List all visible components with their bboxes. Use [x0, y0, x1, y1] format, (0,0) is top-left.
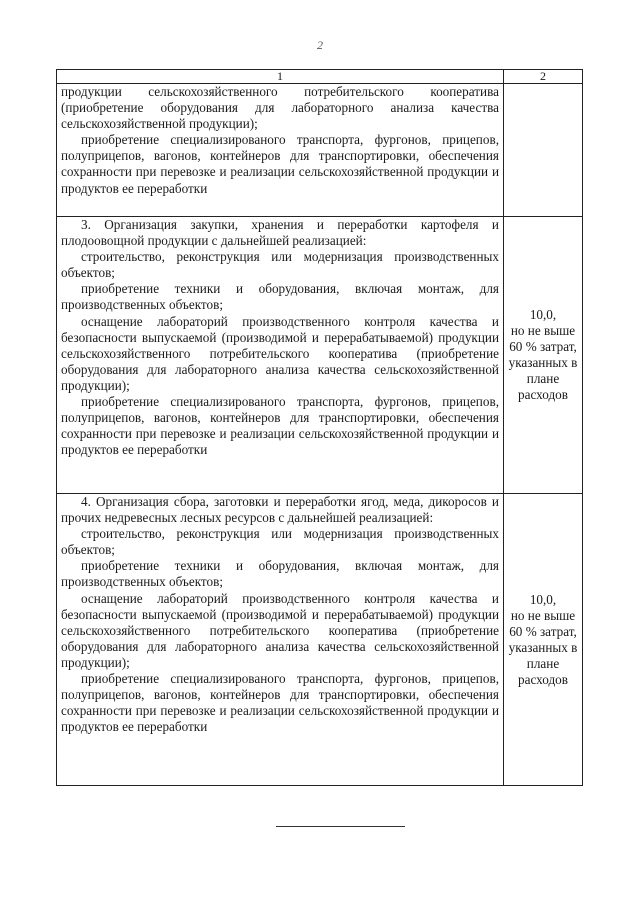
list-item: строительство, реконструкция или модернизация производственных объектов; [61, 526, 499, 558]
value-line: указанных в [508, 355, 578, 370]
value-line: плане расходов [518, 371, 568, 402]
list-item: приобретение специализированого транспорта, фургонов, прицепов, полуприцепов, вагонов, контейнеров для транспортировки, обеспечения сохранности при перевозке и реализации сельскохозяйственной продукции и продуктов ее переработки [61, 671, 499, 735]
list-item: приобретение техники и оборудования, включая монтаж, для производственных объектов; [61, 281, 499, 313]
header-col-1: 1 [57, 70, 504, 84]
table-header-row [57, 70, 583, 84]
list-item: строительство, реконструкция или модернизация производственных объектов; [61, 249, 499, 281]
table-row [57, 84, 583, 217]
list-item: оснащение лабораторий производственного контроля качества и безопасности выпускаемой (производимой и перерабатываемой) продукции сельскохозяйственного потребительского кооператива (приобретение оборудования для лабораторного анализа качества сельскохозяйственной продукции); [61, 590, 499, 670]
support-table [56, 69, 583, 786]
paragraph: продукции сельскохозяйственного потребительского кооператива (приобретение оборудования для лабораторного анализа качества сельскохозяйственной продукции); [61, 84, 499, 132]
paragraph: приобретение специализированого транспорта, фургонов, прицепов, полуприцепов, вагонов, контейнеров для транспортировки, обеспечения сохранности при перевозке и реализации сельскохозяйственной продукции и продуктов ее переработки [61, 132, 499, 196]
footer-separator-line [276, 826, 405, 827]
value-line: указанных в [508, 639, 578, 655]
value-line: 60 % затрат, [509, 623, 577, 639]
value-cell [504, 494, 583, 786]
value-line: 10,0, [529, 307, 557, 322]
list-item: оснащение лабораторий производственного контроля качества и безопасности выпускаемой (производимой и перерабатываемой) продукции сельскохозяйственного потребительского кооператива (приобретение оборудования для лабораторного анализа качества сельскохозяйственной продукции); [61, 313, 499, 393]
activity-cell [57, 494, 504, 786]
value-cell [504, 217, 583, 494]
header-col-2: 2 [504, 70, 583, 84]
table-row [57, 217, 583, 494]
item-title: 3. Организация закупки, хранения и переработки картофеля и плодоовощной продукции с дальнейшей реализацией: [61, 217, 499, 249]
table-row [57, 494, 583, 786]
activity-cell [57, 84, 504, 217]
item-title: 4. Организация сбора, заготовки и переработки ягод, меда, дикоросов и прочих недревесных лесных ресурсов с дальнейшей реализацией: [61, 494, 499, 526]
value-line: плане расходов [518, 655, 568, 687]
value-line: но не выше [510, 323, 576, 338]
value-line: но не выше [510, 607, 576, 623]
list-item: приобретение специализированого транспорта, фургонов, прицепов, полуприцепов, вагонов, контейнеров для транспортировки, обеспечения сохранности при перевозке и реализации сельскохозяйственной продукции и продуктов ее переработки [61, 394, 499, 458]
value-line: 10,0, [529, 591, 557, 607]
value-cell [504, 84, 583, 217]
activity-cell [57, 217, 504, 494]
list-item: приобретение техники и оборудования, включая монтаж, для производственных объектов; [61, 558, 499, 590]
value-line: 60 % затрат, [509, 339, 577, 354]
page-number: 2 [317, 38, 323, 52]
